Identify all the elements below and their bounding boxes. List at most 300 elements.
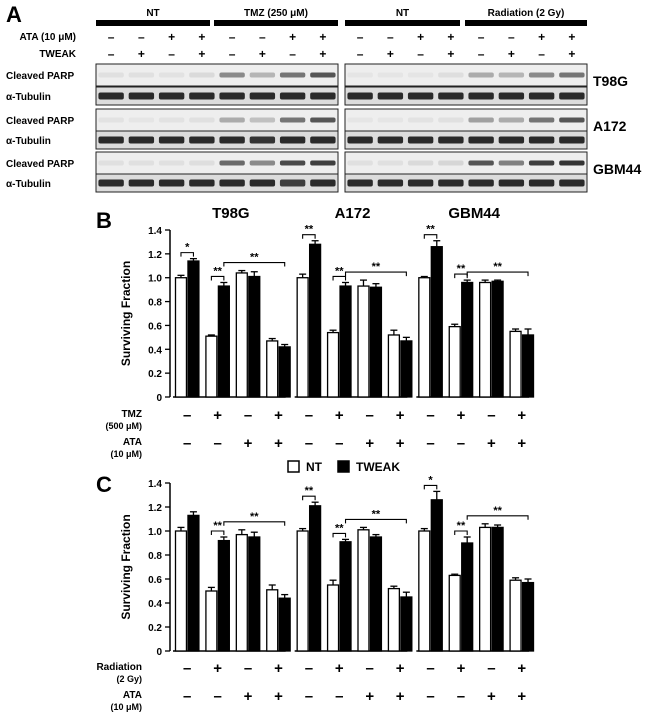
blot-band: [378, 137, 403, 144]
treatment-sign: +: [538, 30, 546, 44]
treatment-sign: +: [456, 660, 466, 677]
blot-band: [189, 137, 214, 144]
blot-band: [129, 137, 154, 144]
bar-nt: [175, 278, 186, 397]
treatment-sign: +: [507, 47, 515, 61]
y-tick-label: 0.2: [148, 369, 162, 381]
treatment-sign: +: [395, 435, 405, 452]
treatment-sign: –: [538, 47, 545, 61]
treatment-sign: –: [456, 435, 466, 452]
treatment-sign: +: [395, 407, 405, 424]
treatment-sign: +: [334, 660, 344, 677]
treatment-sign: +: [486, 435, 496, 452]
treatment-sign: –: [304, 407, 314, 424]
y-tick-label: 1.2: [148, 249, 162, 261]
blot-band: [189, 93, 214, 100]
y-tick-label: 1.0: [148, 273, 162, 285]
blot-band: [98, 137, 123, 144]
bar-nt: [328, 585, 339, 651]
treatment-sign: –: [417, 47, 424, 61]
treatment-sign: –: [487, 660, 496, 677]
group-title: GBM44: [448, 205, 501, 222]
treatment-sign: +: [386, 47, 394, 61]
treatment-sign: –: [426, 435, 435, 452]
blot-band: [219, 137, 244, 144]
bar-tweak: [249, 277, 260, 397]
significance-label: **: [304, 485, 314, 498]
blot-band: [347, 118, 372, 123]
significance-label: **: [426, 223, 435, 236]
y-tick-label: 0.6: [148, 575, 162, 586]
blot-band: [468, 118, 493, 123]
y-tick-label: 1.2: [148, 503, 162, 514]
treatment-sign: +: [517, 660, 527, 677]
group-label: NT: [146, 8, 160, 19]
treatment-sign: –: [477, 47, 485, 61]
treatment-sublabel: (10 μM): [110, 449, 142, 459]
bar-nt: [510, 580, 521, 651]
blot-band: [98, 180, 123, 187]
y-axis-label: Surviving Fraction: [119, 514, 133, 620]
bar-nt: [206, 336, 217, 397]
bar-tweak: [492, 281, 503, 397]
legend-swatch-nt: [288, 461, 299, 472]
treatment-sign: –: [487, 407, 496, 424]
blot-band: [129, 118, 154, 123]
blot-band: [310, 180, 335, 187]
blot-band: [189, 161, 214, 166]
treatment-sign: +: [198, 47, 206, 61]
blot-band: [529, 137, 554, 144]
blot-band: [468, 93, 493, 100]
treatment-sign: +: [258, 47, 266, 61]
blot-row-label: α-Tubulin: [6, 92, 51, 103]
blot-band: [250, 118, 275, 123]
blot-band: [499, 137, 524, 144]
treatment-sign: –: [168, 47, 175, 61]
treatment-sign: –: [426, 407, 435, 424]
blot-band: [347, 161, 372, 166]
blot-band: [98, 73, 123, 78]
blot-band: [250, 73, 275, 78]
panel-label-b: B: [96, 208, 112, 233]
treatment-sign: –: [138, 30, 145, 44]
blot-band: [438, 161, 463, 166]
treatment-sign: –: [183, 660, 192, 677]
blot-band: [529, 161, 554, 166]
treatment-sign: +: [213, 660, 223, 677]
legend-label-tweak: TWEAK: [356, 460, 400, 474]
treatment-sign: +: [319, 30, 327, 44]
bar-nt: [449, 327, 460, 397]
blot-band: [378, 118, 403, 123]
blot-band: [438, 118, 463, 123]
significance-label: **: [371, 261, 381, 274]
y-tick-label: 0: [156, 647, 162, 658]
blot-band: [250, 93, 275, 100]
bar-nt: [510, 331, 521, 397]
bar-nt: [175, 531, 186, 651]
treatment-sign: –: [365, 660, 374, 677]
y-tick-label: 1.4: [148, 479, 162, 490]
blot-band: [468, 180, 493, 187]
treatment-label: ATA: [122, 690, 142, 701]
significance-label: **: [456, 263, 466, 276]
blot-band: [408, 118, 433, 123]
blot-band: [310, 161, 335, 166]
blot-band: [408, 161, 433, 166]
significance-label: **: [249, 251, 259, 264]
bar-tweak: [249, 537, 260, 651]
treatment-sign: –: [183, 435, 192, 452]
blot-band: [378, 93, 403, 100]
blot-band: [468, 161, 493, 166]
bar-nt: [480, 527, 491, 651]
treatment-sign: +: [274, 435, 283, 452]
treatment-sign: –: [183, 407, 192, 424]
bar-nt: [388, 335, 399, 397]
bar-tweak: [188, 261, 199, 397]
group-label: TMZ (250 μM): [244, 8, 308, 19]
blot-row-label: Cleaved PARP: [6, 116, 75, 127]
legend-swatch-tweak: [338, 461, 349, 472]
blot-band: [347, 180, 372, 187]
blot-band: [347, 73, 372, 78]
treatment-sign: +: [198, 30, 206, 44]
treatment-sublabel: (10 μM): [110, 702, 142, 712]
bar-nt: [267, 590, 278, 651]
panel-label-a: A: [6, 2, 22, 27]
group-bar: [465, 20, 587, 26]
bar-nt: [297, 278, 308, 397]
bar-tweak: [218, 286, 229, 397]
treatment-label: TMZ: [121, 409, 142, 420]
group-bar: [96, 20, 210, 26]
treatment-sign: +: [568, 47, 576, 61]
treatment-sign: +: [456, 407, 466, 424]
blot-band: [529, 93, 554, 100]
treatment-sign: –: [426, 660, 435, 677]
bar-nt: [449, 575, 460, 651]
blot-band: [310, 73, 335, 78]
blot-band: [529, 180, 554, 187]
bar-tweak: [523, 335, 534, 397]
treatment-sign: +: [168, 30, 176, 44]
treatment-sign: +: [517, 688, 527, 705]
treatment-sign: –: [304, 660, 314, 677]
y-tick-label: 1.0: [148, 527, 162, 538]
treatment-sign: +: [417, 30, 425, 44]
blot-band: [438, 137, 463, 144]
treatment-sign: +: [447, 47, 455, 61]
blot-band: [468, 73, 493, 78]
bar-nt: [236, 535, 247, 651]
chart-legend: [288, 460, 400, 474]
blot-band: [129, 93, 154, 100]
blot-band: [280, 161, 305, 166]
blot-band: [559, 73, 584, 78]
blot-band: [129, 161, 154, 166]
significance-label: **: [335, 265, 344, 278]
treatment-label: Radiation: [96, 662, 142, 673]
treatment-sign: +: [137, 47, 145, 61]
legend-label-nt: NT: [306, 460, 322, 474]
treatment-sign: +: [395, 688, 405, 705]
significance-label: **: [335, 522, 344, 535]
blot-band: [499, 161, 524, 166]
group-bar: [345, 20, 460, 26]
blot-band: [219, 180, 244, 187]
blot-band: [408, 137, 433, 144]
blot-band: [219, 161, 244, 166]
blot-band: [159, 118, 184, 123]
blot-band: [529, 73, 554, 78]
bar-tweak: [310, 244, 321, 397]
group-label: Radiation (2 Gy): [487, 8, 565, 19]
blot-band: [408, 93, 433, 100]
treatment-sign: –: [107, 30, 115, 44]
blot-band: [310, 137, 335, 144]
bar-nt: [358, 530, 369, 651]
blot-band: [378, 161, 403, 166]
significance-label: **: [493, 261, 502, 274]
blot-band: [310, 93, 335, 100]
significance-label: *: [185, 241, 190, 254]
bar-nt: [358, 286, 369, 397]
blot-band: [189, 73, 214, 78]
treatment-sign: –: [183, 688, 192, 705]
blot-row-label: α-Tubulin: [6, 136, 51, 147]
blot-band: [219, 93, 244, 100]
treatment-sign: –: [426, 688, 435, 705]
group-bar: [214, 20, 338, 26]
blot-band: [159, 180, 184, 187]
blot-band: [559, 180, 584, 187]
blot-band: [129, 180, 154, 187]
treatment-sign: –: [335, 688, 344, 705]
significance-label: **: [456, 520, 466, 532]
y-tick-label: 0.8: [148, 551, 162, 562]
treatment-sign: –: [304, 435, 314, 452]
bar-nt: [419, 531, 430, 651]
significance-label: **: [213, 265, 222, 278]
blot-band: [219, 73, 244, 78]
bar-nt: [297, 531, 308, 651]
treatment-sign: –: [508, 30, 515, 44]
blot-band: [280, 118, 305, 123]
group-title: A172: [334, 205, 371, 222]
treatment-sign: –: [456, 688, 466, 705]
treatment-sign: +: [274, 660, 283, 677]
treatment-sign: +: [334, 407, 344, 424]
treatment-sign: –: [228, 47, 236, 61]
treatment-sign: –: [213, 435, 222, 452]
blot-band: [280, 180, 305, 187]
blot-band: [280, 137, 305, 144]
blot-band: [499, 180, 524, 187]
bar-tweak: [340, 286, 351, 397]
bar-tweak: [401, 597, 412, 651]
treatment-sign: –: [365, 407, 374, 424]
y-tick-label: 0.4: [148, 345, 162, 357]
bar-tweak: [340, 542, 351, 651]
cell-line-label: A172: [593, 118, 627, 134]
bar-nt: [267, 341, 278, 397]
blot-treatment-rows: [20, 30, 576, 61]
bar-tweak: [462, 282, 473, 397]
blot-band: [280, 73, 305, 78]
treatment-sign: +: [213, 407, 223, 424]
significance-label: **: [213, 520, 222, 532]
treatment-sign: +: [517, 407, 527, 424]
treatment-sign: +: [447, 30, 455, 44]
treatment-sign: –: [107, 47, 115, 61]
significance-label: **: [304, 223, 314, 236]
group-title: T98G: [212, 205, 250, 222]
treatment-sign: +: [568, 30, 576, 44]
treatment-sublabel: (2 Gy): [116, 674, 142, 684]
bar-tweak: [401, 341, 412, 397]
y-axis-label: Surviving Fraction: [119, 260, 133, 367]
treatment-sign: +: [243, 688, 253, 705]
treatment-sign: –: [387, 30, 394, 44]
cell-line-label: T98G: [593, 73, 629, 89]
y-tick-label: 0.6: [148, 321, 162, 333]
y-tick-label: 0.4: [148, 599, 162, 610]
blot-band: [98, 93, 123, 100]
blot-band: [438, 73, 463, 78]
treatment-label: ATA (10 μM): [19, 32, 76, 43]
bar-tweak: [431, 247, 442, 397]
bar-tweak: [370, 537, 381, 651]
blot-band: [250, 161, 275, 166]
bar-tweak: [279, 347, 290, 397]
treatment-sign: –: [356, 30, 364, 44]
blot-band: [468, 137, 493, 144]
blot-band: [280, 93, 305, 100]
significance-label: **: [371, 508, 381, 521]
bar-nt: [328, 333, 339, 397]
chart-c: [96, 474, 533, 712]
blot-band: [378, 73, 403, 78]
treatment-sign: –: [228, 30, 236, 44]
blot-band: [189, 118, 214, 123]
blot-band: [159, 73, 184, 78]
blot-band: [408, 73, 433, 78]
blot-band: [347, 137, 372, 144]
panel-label-c: C: [96, 472, 112, 497]
treatment-sign: –: [335, 435, 344, 452]
significance-label: **: [493, 504, 502, 517]
treatment-sign: +: [517, 435, 527, 452]
treatment-sign: +: [486, 688, 496, 705]
blot-band: [219, 118, 244, 123]
treatment-sign: +: [365, 435, 375, 452]
blot-band: [310, 118, 335, 123]
blot-band: [159, 137, 184, 144]
blot-band: [499, 118, 524, 123]
treatment-sign: +: [243, 435, 253, 452]
significance-label: **: [249, 510, 259, 523]
y-tick-label: 0.2: [148, 623, 162, 634]
y-tick-label: 0.8: [148, 297, 162, 309]
blot-band: [559, 137, 584, 144]
treatment-sign: +: [274, 407, 283, 424]
bar-tweak: [431, 500, 442, 651]
treatment-sign: –: [304, 688, 314, 705]
blot-row-label: Cleaved PARP: [6, 71, 75, 82]
bar-tweak: [492, 527, 503, 651]
significance-label: *: [428, 474, 433, 487]
y-tick-label: 1.4: [148, 226, 162, 237]
blot-band: [189, 180, 214, 187]
treatment-sign: +: [395, 660, 405, 677]
blot-rows: [6, 64, 641, 192]
blot-band: [129, 73, 154, 78]
blot-band: [408, 180, 433, 187]
bar-tweak: [218, 541, 229, 651]
blot-band: [499, 93, 524, 100]
treatment-sign: –: [243, 407, 253, 424]
blot-band: [378, 180, 403, 187]
bar-tweak: [188, 515, 199, 651]
treatment-sign: –: [356, 47, 364, 61]
treatment-sign: –: [243, 660, 253, 677]
blot-row-label: α-Tubulin: [6, 179, 51, 190]
treatment-label: ATA: [122, 437, 142, 448]
blot-band: [499, 73, 524, 78]
blot-row-label: Cleaved PARP: [6, 159, 75, 170]
treatment-sublabel: (500 μM): [105, 421, 142, 431]
treatment-sign: +: [319, 47, 327, 61]
blot-band: [98, 161, 123, 166]
blot-band: [438, 180, 463, 187]
blot-band: [559, 118, 584, 123]
treatment-sign: –: [477, 30, 485, 44]
blot-band: [559, 93, 584, 100]
bar-nt: [388, 589, 399, 651]
bar-nt: [480, 282, 491, 397]
treatment-sign: –: [213, 688, 222, 705]
blot-band: [250, 180, 275, 187]
bar-nt: [236, 273, 247, 397]
blot-band: [159, 161, 184, 166]
treatment-sign: +: [289, 30, 297, 44]
treatment-sign: –: [289, 47, 296, 61]
y-tick-label: 0: [156, 393, 162, 404]
bar-tweak: [310, 506, 321, 651]
blot-band: [347, 93, 372, 100]
bar-tweak: [523, 583, 534, 651]
blot-band: [529, 118, 554, 123]
cell-line-label: GBM44: [593, 161, 642, 177]
blot-band: [559, 161, 584, 166]
treatment-sign: +: [274, 688, 283, 705]
treatment-sign: –: [259, 30, 266, 44]
group-label: NT: [395, 8, 410, 19]
blot-band: [98, 118, 123, 123]
bar-nt: [419, 278, 430, 397]
blot-band: [159, 93, 184, 100]
treatment-label: TWEAK: [39, 49, 76, 60]
chart-b: [105, 205, 533, 459]
blot-band: [250, 137, 275, 144]
blot-group-headers: [96, 8, 587, 26]
bar-tweak: [370, 287, 381, 397]
treatment-sign: +: [365, 688, 375, 705]
blot-band: [438, 93, 463, 100]
bar-tweak: [279, 598, 290, 651]
